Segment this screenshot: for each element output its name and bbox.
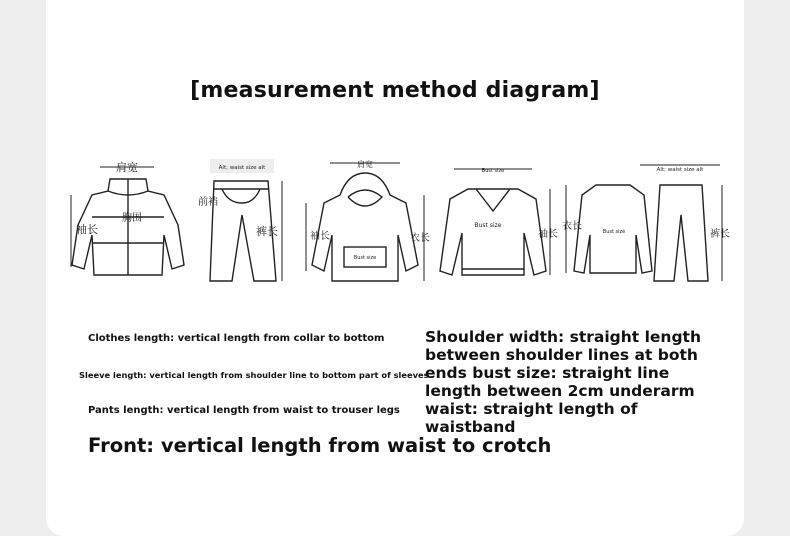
hoodie-center-label: Bust size [353, 255, 377, 261]
jacket-center-label: 胸围 [122, 213, 142, 224]
sweater-top-label: Bust size [481, 168, 505, 174]
jacket-figure [68, 155, 188, 290]
sweater-center-label: Bust size [474, 222, 502, 229]
jacket-top-label: 肩宽 [116, 161, 138, 174]
hoodie-right-label: 衣长 [410, 233, 430, 244]
sweater-figure [432, 155, 558, 290]
set-center-label: Bust size [602, 229, 626, 235]
hoodie-figure [300, 155, 430, 290]
sleeve-length-note: Sleeve length: vertical length from shoulder line to bottom part of sleeves [79, 370, 429, 380]
trousers-side-label: 裤长 [256, 225, 278, 238]
hoodie-side-label: 袖长 [310, 231, 330, 242]
trousers-figure [192, 155, 292, 290]
page-title: [measurement method diagram] [190, 78, 600, 103]
hoodie-top-label: 肩宽 [357, 160, 373, 169]
clothes-length-note: Clothes length: vertical length from collar to bottom [88, 333, 385, 344]
pants-length-note: Pants length: vertical length from waist to trouser legs [88, 405, 400, 416]
set-right-label: 裤长 [710, 229, 730, 240]
front-description: Front: vertical length from waist to crotch [88, 434, 552, 457]
jacket-side-label: 袖长 [76, 223, 98, 236]
set-left-label: 衣长 [562, 221, 582, 232]
set-top-label: Alt; waist size alt [656, 167, 704, 173]
trousers-front-label: 前裆 [198, 197, 218, 208]
trousers-top-label: Alt; waist size alt [218, 165, 266, 171]
shoulder-bust-waist-description: Shoulder width: straight length between shoulder lines at both ends bust size: straight line length between 2cm underarm waist: straight length of waistband [425, 328, 701, 436]
set-figure [560, 155, 728, 290]
sweater-right-label: 袖长 [538, 229, 558, 240]
